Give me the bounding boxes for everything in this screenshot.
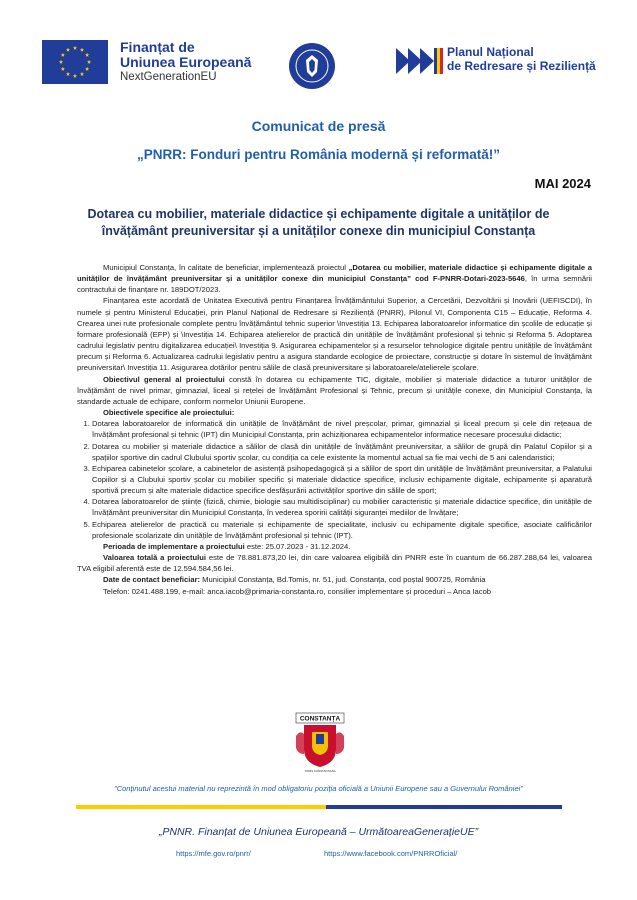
general-objective-label: Obiectivul general al proiectului xyxy=(103,374,225,384)
eu-disclaimer: ”Conținutul acestui material nu reprezintă în mod obligatoriu poziția oficială a Uniunii Europene sau a Guvernului României” xyxy=(114,784,523,793)
paragraph-period xyxy=(77,541,592,552)
paragraph-value xyxy=(77,552,592,574)
mfe-link[interactable]: https://mfe.gov.ro/pnrr/ xyxy=(176,849,251,858)
list-item: 2. Dotarea cu mobilier și materiale didactice a sălilor de clasă din unitățile de învățământ preuniversitar, a sălilor de grupă din Palatul Copiilor și a spațiilor sportive din cadrul Clubului sportiv școlar, cu condiția ca cele existente la momentul actual sa fie mai vechi de 5 ani calendaristici; xyxy=(92,441,592,463)
contact-label: Date de contact beneficiar: xyxy=(103,575,201,585)
press-body xyxy=(77,262,592,597)
crest-bottom-text: TOMIS CONSTANTIANA xyxy=(304,769,336,773)
facebook-link[interactable]: https://www.facebook.com/PNRROficial/ xyxy=(324,849,458,858)
paragraph-financing: Finanțarea este acordată de Unitatea Executivă pentru Finanțarea Învățământului Superior, a Cercetării, Dezvoltării și Inovării (UEFISCDI), în numele și pentru Ministerul Educației, prin Planul Național de Redresare și Reziliență (PNRR), Pilonul VI, Componenta C15 – Educație, Reforma 4. Crearea unei rute profesionale complete pentru învățământul tehnic superior \Investiția 13. Echiparea laboratoarelor informatice din școlile de educație și formare profesională (EFP) și \Investiția 14. Echiparea atelierelor de practică din unitățile de învățământ profesional și tehnic și Reforma 5. Adoptarea cadrului legislativ pentru digitalizarea educației\ Investiția 9. Asigurarea echipamentelor și a resurselor tehnologice digitale pentru unitățile de învățământ precum și Reforma 6. Actualizarea cadrului legislativ pentru a asigura standarde ecologice de proiectare, construcție și dotare în sistemul de învățământ preuniversitar\ Investiția 11. Asigurarea dotărilor pentru sălile de clasă preuniversitare și laboratoarele/atelierele școlare. xyxy=(77,296,592,373)
list-item: 3. Echiparea cabinetelor școlare, a cabinetelor de asistență psihopedagogică și a sălilor de sport din unitățile de învățământ preuniversitar, a Palatului Copiilor și a Clubului sportiv școlar cu mobilier specific și materiale didactice specifice, inclusiv echipamente digitale, echipamente și aparatură sportivă precum și alte materiale didactice specifice desfășurării activităților sportive din sălile de sport; xyxy=(92,463,592,496)
paragraph-phone: Telefon: 0241.488.199, e-mail: anca.iacob@primaria-constanta.ro, consilier implementare și proceduri – Anca Iacob xyxy=(103,586,492,596)
eu-line3: NextGenerationEU xyxy=(120,70,217,83)
government-seal-logo xyxy=(288,42,336,90)
press-date: MAI 2024 xyxy=(534,176,591,191)
pnrr-line2: de Redresare și Reziliență xyxy=(447,58,596,73)
eu-funding-label xyxy=(120,40,260,83)
list-item: 4. Dotarea laboratoarelor de științe (fizică, chimie, biologie sau multidisciplinar) cu mobilier caracteristic și materiale didactice specifice, din unitățile de învățământ preuniversitar din Municipiul Constanța, în vederea sporirii calității siguranței mediilor de învățare; xyxy=(92,496,592,518)
eu-flag-logo xyxy=(42,40,108,84)
paragraph-intro xyxy=(77,262,592,295)
contact-text: Municipiul Constanța, Bd.Tomis, nr. 51, jud. Constanța, cod poștal 900725, România xyxy=(200,575,486,585)
paragraph-contact xyxy=(77,574,592,585)
intro-text-a: Municipiul Constanța, în calitate de beneficiar, implementează proiectul xyxy=(103,263,349,272)
footer-slogan: „PNNR. Finanțat de Uniunea Europeană – UrmătoareaGenerațieUE” xyxy=(158,826,479,838)
value-label: Valoarea totală a proiectului xyxy=(103,553,207,563)
pnrr-label xyxy=(447,46,617,74)
general-objective-text: constă în dotarea cu echipamente TIC, digitale, mobilier și materiale didactice a tuturor unităților de învățământ de nivel primar, gimnazial, liceal și rețelei de învățământ Profesional și Tehnic, precum și unitățile conexe, din Municipiul Constanța, la standarde actuale de echipare, conform normelor Uniunii Europene. xyxy=(77,374,592,406)
project-name: „Dotarea cu mobilier, materiale didactice și echipamente digitale a unităților de învățământ preuniversitar și a unităților conexe din municipiul Constanța” cod F-PNRR-Dotari-2023-5646 xyxy=(77,263,592,284)
eu-line1: Finanțat de xyxy=(120,39,195,55)
intro-text-c: , în urma semnării contractului de finanțare nr. 189DOT/2023. xyxy=(77,274,592,295)
value-text: este de 78.881.873,20 lei, din care valoarea eligibilă din PNRR este în cuantum de 66.287.288,64 lei, valoarea TVA eligibil aferentă este de 12.594.584,56 lei. xyxy=(77,553,592,574)
press-slogan: „PNRR: Fonduri pentru România modernă și reformată!” xyxy=(136,147,501,162)
specific-objectives-label xyxy=(77,407,592,418)
footer-divider xyxy=(76,803,562,811)
constanta-crest-logo xyxy=(290,712,350,774)
period-value: este: 25.07.2023 - 31.12.2024. xyxy=(244,541,351,551)
list-item: 1. Dotarea laboratoarelor de informatică din unitățile de învățământ de nivel preșcolar, primar, gimnazial și liceal precum și cele din rețeaua de învățământ profesional și tehnic (IPT) din Municipiul Constanța, prin achiziționarea echipamentelor informatice necesare procesului didactic; xyxy=(92,418,592,440)
eu-line2: Uniunea Europeană xyxy=(120,54,252,71)
specific-objectives-heading: Obiectivele specifice ale proiectului: xyxy=(103,408,235,418)
pnrr-line1: Planul Național xyxy=(447,45,534,59)
pnrr-logo xyxy=(394,44,444,78)
paragraph-general-objective xyxy=(77,374,592,407)
press-title: Dotarea cu mobilier, materiale didactice și echipamente digitale a unităților de învățământ preuniversitar și a unităților conexe din municipiul Constanța xyxy=(87,207,550,238)
crest-top-text: CONSTANȚA xyxy=(299,715,341,723)
period-label: Perioada de implementare a proiectului xyxy=(103,541,245,551)
press-release-label: Comunicat de presă xyxy=(251,118,386,134)
list-item: 5. Echiparea atelierelor de practică cu materiale și echipamente de specialitate, inclusiv cu echipamente digitale specifice, asociate calificărilor profesionale scolarizate din unitățile de învățământ profesional și tehnic (IPT). xyxy=(92,519,592,541)
objectives-list xyxy=(77,418,592,541)
